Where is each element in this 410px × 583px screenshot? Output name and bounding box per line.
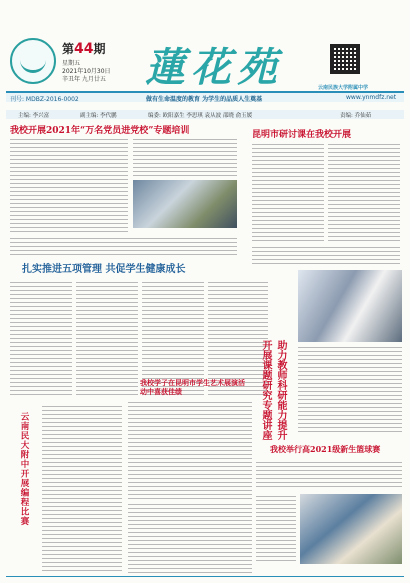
website-link[interactable]: www.ynmdfz.net <box>346 94 397 101</box>
article7-body-col2 <box>256 494 296 564</box>
school-name-logotype: 云南民族大学附属中学 <box>318 85 369 91</box>
article4-title: 助力教师科研能力提升 开展课题研究专题讲座 <box>260 340 286 440</box>
qr-code-icon <box>330 44 360 74</box>
article1-photo <box>133 180 237 228</box>
issue-date: 2021年10月30日 <box>62 68 111 75</box>
editorial-board: 编委: 欧阳嘉生 李思琪 袁从波 邵晓 俞玉媛 <box>148 113 253 119</box>
footer-rule <box>6 576 404 577</box>
lunar-date: 辛丑年 九月廿五 <box>62 76 106 83</box>
article3-body <box>10 280 72 398</box>
responsible-editor: 责编: 乔仙茹 <box>340 113 372 119</box>
article6-body <box>128 400 252 500</box>
article5-body <box>42 404 122 574</box>
newspaper-title: 蓮花苑 <box>145 44 283 91</box>
motto: 做有生命温度的教育 为学生的品质人生奠基 <box>146 96 263 103</box>
article1-title: 我校开展2021年“万名党员进党校”专题培训 <box>10 126 190 136</box>
article4-photo <box>298 270 402 342</box>
article2-title: 昆明市研讨课在我校开展 <box>252 130 352 140</box>
chief-editor: 主编: 李兴富 <box>18 113 50 119</box>
article2-body-bottom <box>252 245 400 265</box>
issue-number: 第44期 <box>62 41 106 57</box>
article2-body-col2 <box>328 142 400 242</box>
issn: 刊号: MDBZ-2016-0002 <box>10 96 79 103</box>
article3-title: 扎实推进五项管理 共促学生健康成长 <box>22 264 186 275</box>
article7-title: 我校举行高2021级新生篮球赛 <box>270 444 381 454</box>
article7-body <box>256 460 402 490</box>
article3-body-col2 <box>76 280 138 398</box>
article6-body-bottom <box>128 502 252 574</box>
article5-title: 云南民大附中开展编程比赛 <box>19 412 29 526</box>
article1-body <box>10 137 128 235</box>
article1-body-col2 <box>133 137 237 177</box>
article7-photo <box>300 494 402 564</box>
school-logo <box>10 38 56 84</box>
article6-title: 我校学子在昆明市学生艺术展演活动中喜获佳绩 <box>140 378 245 396</box>
article4-body <box>298 345 402 433</box>
weekday: 星期五 <box>62 60 81 67</box>
article2-body <box>252 142 324 242</box>
deputy-editor: 副主编: 李代鹏 <box>80 113 117 119</box>
article1-body-bottom <box>10 236 237 256</box>
